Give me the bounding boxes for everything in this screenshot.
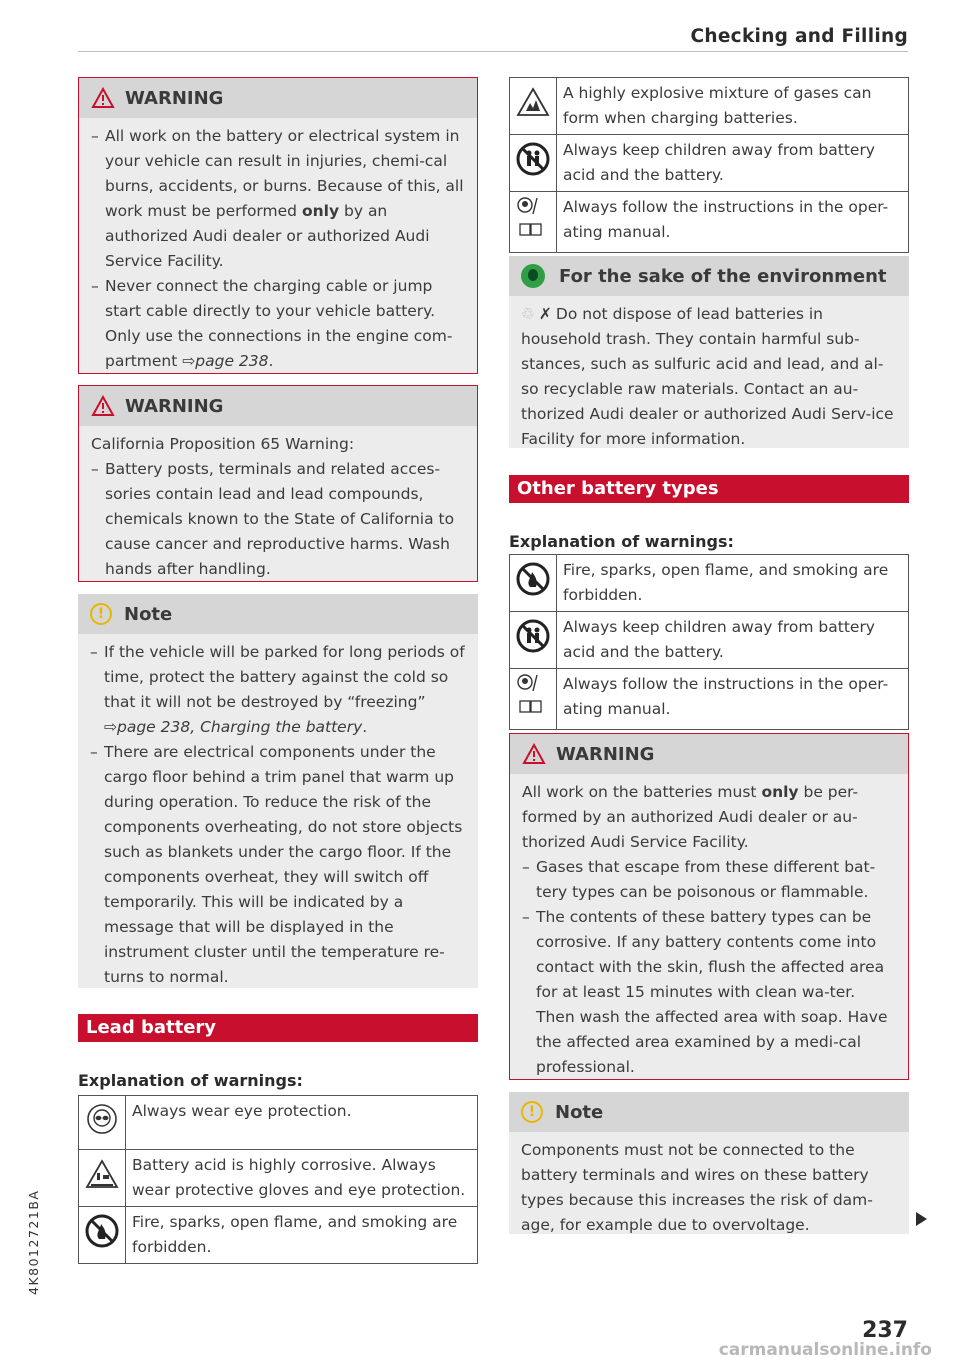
warning-triangle-icon bbox=[91, 87, 115, 109]
punctuation: . bbox=[362, 718, 368, 736]
follow-manual-icon bbox=[516, 673, 550, 717]
warning-triangle-icon bbox=[91, 395, 115, 417]
warning-box-battery-work bbox=[78, 77, 478, 374]
header-divider bbox=[78, 51, 908, 52]
warning-text: Battery posts, terminals and related acces-sories contain lead and lead compounds, chemicals known to the State of California to cause cancer and reproductive harms. Wash hands after handling. bbox=[105, 460, 455, 578]
warning-box-other-batteries bbox=[509, 733, 909, 1080]
document-code: 4K8012721BA bbox=[26, 1189, 41, 1295]
warning-intro bbox=[522, 780, 896, 855]
table-cell: Fire, sparks, open flame, and smoking are forbidden. bbox=[557, 555, 909, 612]
note-text: There are electrical components under the cargo floor behind a trim panel that warm up during operation. To reduce the risk of the components overheating, do not store objects such as blankets under the cargo floor. If the components overheat, they will switch off temporarily. This will be indicated by a message that will be displayed in the instrument cluster until the temperature re-turns to normal. bbox=[104, 743, 463, 986]
warning-triangle-icon bbox=[522, 743, 546, 765]
table-row bbox=[510, 135, 909, 192]
warning-title: WARNING bbox=[125, 395, 224, 417]
page-number: 237 bbox=[862, 1318, 908, 1343]
warning-header bbox=[79, 78, 477, 118]
keep-children-away-icon bbox=[516, 142, 550, 176]
warning-header bbox=[510, 734, 908, 774]
warning-body bbox=[79, 426, 477, 590]
crossed-bin-icon: ✗ bbox=[538, 305, 552, 323]
icon-cell bbox=[510, 612, 557, 669]
list-item: – All work on the battery or electrical system in your vehicle can result in injuries, chemi-cal burns, accidents, or burns. Because of this, all work must be performed only by an authorized Audi dealer or authorized Audi Service Facility. bbox=[91, 127, 464, 270]
warning-header bbox=[79, 386, 477, 426]
icon-cell bbox=[510, 192, 557, 253]
table-row bbox=[510, 612, 909, 669]
continue-arrow-icon bbox=[916, 1212, 927, 1226]
table-cell: Always wear eye protection. bbox=[126, 1096, 478, 1150]
note-header bbox=[78, 594, 478, 634]
icon-cell bbox=[79, 1150, 126, 1207]
icon-cell bbox=[510, 78, 557, 135]
page-reference-link[interactable]: ⇨page 238, Charging the battery bbox=[104, 718, 363, 736]
section-title: Checking and Filling bbox=[690, 26, 908, 47]
no-fire-icon bbox=[516, 562, 550, 596]
warning-title: WARNING bbox=[556, 743, 655, 765]
punctuation: . bbox=[268, 352, 274, 370]
subheading: Explanation of warnings: bbox=[78, 1071, 303, 1090]
watermark: carmanualsonline.info bbox=[718, 1340, 932, 1360]
note-header bbox=[509, 1092, 909, 1132]
environment-title: For the sake of the environment bbox=[559, 265, 887, 287]
table-cell: Always follow the instructions in the oper-ating manual. bbox=[557, 669, 909, 730]
table-cell: Always follow the instructions in the oper-ating manual. bbox=[557, 192, 909, 253]
warning-text: by an authorized Audi dealer or authorized Audi Service Facility. bbox=[105, 202, 430, 270]
table-row bbox=[79, 1096, 478, 1150]
table-row bbox=[510, 555, 909, 612]
note-text: If the vehicle will be parked for long periods of time, protect the battery against the cold so that it will not be destroyed by “freezing” bbox=[104, 643, 465, 711]
warning-text: be per-formed by an authorized Audi dealer or au-thorized Audi Service Facility. bbox=[522, 783, 859, 851]
list-item: – The contents of these battery types can be corrosive. If any battery contents come into contact with the skin, flush the affected area for at least 15 minutes with clean wa-ter. Then wash the affected area with soap. Have the affected area examined by a medi-cal professional. bbox=[522, 908, 888, 1076]
info-icon: ! bbox=[90, 603, 112, 625]
note-box-components bbox=[509, 1092, 909, 1234]
list-item: – If the vehicle will be parked for long periods of time, protect the battery against the cold so that it will not be destroyed by “freezing” ⇨page 238, Charging the battery. bbox=[90, 643, 465, 736]
warning-text: All work on the battery or electrical system in your vehicle can result in injuries, chemi-cal burns, accidents, or burns. Because of this, all work must be performed bbox=[105, 127, 464, 220]
table-row bbox=[510, 669, 909, 730]
emphasis: only bbox=[761, 783, 799, 801]
page-reference-link[interactable]: ⇨page 238 bbox=[182, 352, 269, 370]
warning-text: Never connect the charging cable or jump start cable directly to your vehicle battery. Only use the connections in the engine com-partment bbox=[105, 277, 453, 370]
explosive-warning-icon bbox=[516, 87, 550, 117]
emphasis: only bbox=[301, 202, 340, 220]
warning-intro: California Proposition 65 Warning: bbox=[91, 435, 355, 453]
keep-children-away-icon bbox=[516, 619, 550, 653]
info-icon: ! bbox=[521, 1101, 543, 1123]
eye-protection-icon bbox=[86, 1103, 118, 1135]
icon-cell bbox=[510, 669, 557, 730]
note-text: Components must not be connected to the battery terminals and wires on these battery types because this increases the risk of dam-age, for example due to overvoltage. bbox=[521, 1141, 873, 1234]
follow-manual-icon bbox=[516, 196, 550, 240]
warnings-table-charging bbox=[509, 77, 909, 253]
warning-text: All work on the batteries must bbox=[522, 783, 757, 801]
list-item: – Never connect the charging cable or jump start cable directly to your vehicle battery. Only use the connections in the engine com-partment ⇨page 238. bbox=[91, 277, 453, 370]
subheading: Explanation of warnings: bbox=[509, 532, 734, 551]
environment-header bbox=[509, 256, 909, 296]
warnings-table-lead bbox=[78, 1095, 478, 1264]
note-title: Note bbox=[124, 603, 173, 625]
environment-body bbox=[509, 296, 909, 460]
icon-cell bbox=[79, 1096, 126, 1150]
environment-icon bbox=[521, 264, 545, 288]
environment-box bbox=[509, 256, 909, 448]
note-body bbox=[78, 634, 478, 998]
section-banner-lead-battery: Lead battery bbox=[78, 1014, 478, 1042]
warning-box-prop65 bbox=[78, 385, 478, 582]
table-cell: A highly explosive mixture of gases can form when charging batteries. bbox=[557, 78, 909, 135]
table-cell: Battery acid is highly corrosive. Always wear protective gloves and eye protection. bbox=[126, 1150, 478, 1207]
note-box-parking bbox=[78, 594, 478, 988]
warning-title: WARNING bbox=[125, 87, 224, 109]
table-cell: Always keep children away from battery acid and the battery. bbox=[557, 135, 909, 192]
table-row bbox=[79, 1207, 478, 1264]
note-title: Note bbox=[555, 1101, 604, 1123]
table-cell: Always keep children away from battery acid and the battery. bbox=[557, 612, 909, 669]
environment-text: Do not dispose of lead batteries in household trash. They contain harmful sub-stances, such as sulfuric acid and lead, and al-so recyclable raw materials. Contact an au-thorized Audi dealer or authorized Audi Serv-ice Facility for more information. bbox=[521, 305, 894, 448]
icon-cell bbox=[510, 555, 557, 612]
no-fire-icon bbox=[85, 1214, 119, 1248]
note-body bbox=[509, 1132, 909, 1246]
icon-cell bbox=[79, 1207, 126, 1264]
table-cell: Fire, sparks, open flame, and smoking are forbidden. bbox=[126, 1207, 478, 1264]
list-item: – Gases that escape from these different bat-tery types can be poisonous or flammable. bbox=[522, 858, 876, 901]
warning-body bbox=[79, 118, 477, 382]
table-row bbox=[510, 78, 909, 135]
section-banner-other-battery: Other battery types bbox=[509, 475, 909, 503]
corrosive-warning-icon bbox=[85, 1159, 119, 1189]
warning-text: Gases that escape from these different bat-tery types can be poisonous or flammable. bbox=[536, 858, 876, 901]
table-row bbox=[79, 1150, 478, 1207]
list-item: – There are electrical components under the cargo floor behind a trim panel that warm up during operation. To reduce the risk of the components overheating, do not store objects such as blankets under the cargo floor. If the components overheat, they will switch off temporarily. This will be indicated by a message that will be displayed in the instrument cluster until the temperature re-turns to normal. bbox=[90, 743, 463, 986]
warning-body bbox=[510, 774, 908, 1088]
warning-text: The contents of these battery types can be corrosive. If any battery contents come into contact with the skin, flush the affected area for at least 15 minutes with clean wa-ter. Then wash the affected area with soap. Have the affected area examined by a medi-cal professional. bbox=[536, 908, 888, 1076]
recycle-icon: ♲ bbox=[521, 305, 535, 323]
table-row bbox=[510, 192, 909, 253]
warnings-table-other bbox=[509, 554, 909, 730]
list-item: – Battery posts, terminals and related acces-sories contain lead and lead compounds, chemicals known to the State of California to cause cancer and reproductive harms. Wash hands after handling. bbox=[91, 460, 455, 578]
icon-cell bbox=[510, 135, 557, 192]
